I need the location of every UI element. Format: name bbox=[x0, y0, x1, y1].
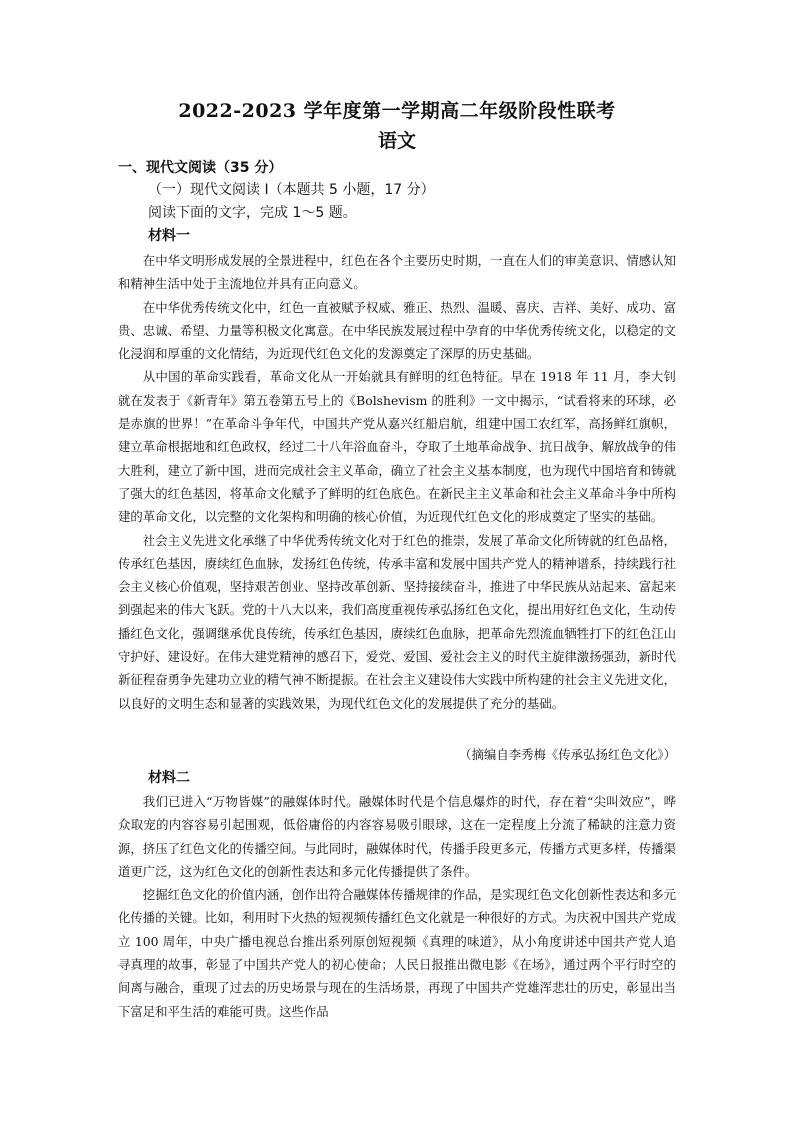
material-two-label: 材料二 bbox=[148, 770, 190, 786]
material-one-text bbox=[118, 249, 676, 715]
material-two-paragraph: 我们已进入“万物皆媒”的融媒体时代。融媒体时代是个信息爆炸的时代，存在着“尖叫效应”，哗众取宠的内容容易引起围观，低俗庸俗的内容容易吸引眼球，这在一定程度上分流了稀缺的注意力资源，挤压了红色文化的传播空间。与此同时，融媒体时代，传播手段更多元，传播方式更多样，传播渠道更广泛，这为红色文化的创新性表达和多元化传播提供了条件。 bbox=[118, 794, 676, 879]
material-one-paragraph: 在中华文明形成发展的全景进程中，红色在各个主要历史时期，一直在人们的审美意识、情感认知和精神生活中处于主流地位并具有正向意义。 bbox=[118, 253, 676, 292]
material-one-label: 材料一 bbox=[148, 228, 190, 244]
reading-instruction: 阅读下面的文字，完成 1～5 题。 bbox=[148, 205, 357, 221]
material-one-source: （摘编自李秀梅《传承弘扬红色文化》） bbox=[459, 747, 676, 762]
exam-title: 2022-2023 学年度第一学期高二年级阶段性联考 bbox=[178, 100, 616, 122]
section-subheading: （一）现代文阅读 I（本题共 5 小题，17 分） bbox=[148, 182, 435, 198]
exam-subject: 语文 bbox=[377, 130, 416, 152]
material-one-paragraph: 社会主义先进文化承继了中华优秀传统文化对于红色的推崇，发展了革命文化所铸就的红色品格，传承红色基因，赓续红色血脉，发扬红色传统，传承丰富和发展中国共产党人的精神谱系，持续践行社会主义核心价值观，坚持艰苦创业、坚持改革创新、坚持接续奋斗，推进了中华民族从站起来、富起来到强起来的伟大飞跃。党的十八大以来，我们高度重视传承弘扬红色文化，提出用好红色文化，生动传播红色文化，强调继承优良传统，传承红色基因，赓续红色血脉，把革命先烈流血牺牲打下的红色江山守护好、建设好。在伟大建党精神的感召下，爱党、爱国、爱社会主义的时代主旋律激扬强劲，新时代新征程奋勇争先建功立业的精气神不断提振。在社会主义建设伟大实践中所构建的社会主义先进文化，以良好的文明生态和显著的实践效果，为现代红色文化的发展提供了充分的基础。 bbox=[118, 532, 676, 711]
material-one-paragraph: 在中华优秀传统文化中，红色一直被赋予权威、雅正、热烈、温暖、喜庆、吉祥、美好、成功、富贵、忠诚、希望、力量等积极文化寓意。在中华民族发展过程中孕育的中华优秀传统文化，以稳定的文化浸润和厚重的文化情结，为近现代红色文化的发源奠定了深厚的历史基础。 bbox=[118, 299, 676, 362]
material-one-paragraph: 从中国的革命实践看，革命文化从一开始就具有鲜明的红色特征。早在 1918 年 11 月，李大钊就在发表于《新青年》第五卷第五号上的《Bolshevism 的胜利》一文中揭示，“试看将来的环球，必是赤旗的世界！”在革命斗争年代，中国共产党从嘉兴红船启航，组建中国工农红军，高扬鲜红旗帜，建立革命根据地和红色政权，经过二十八年浴血奋斗，夺取了土地革命战争、抗日战争、解放战争的伟大胜利，建立了新中国，进而完成社会主义革命，确立了社会主义基本制度，也为现代中国培育和铸就了强大的红色基因，将革命文化赋予了鲜明的红色底色。在新民主主义革命和社会主义革命斗争中所构建的革命文化，以完整的文化架构和明确的核心价值，为近现代红色文化的形成奠定了坚实的基础。 bbox=[118, 369, 676, 525]
section-heading: 一、现代文阅读（35 分） bbox=[118, 160, 283, 176]
material-two-paragraph: 挖掘红色文化的价值内涵，创作出符合融媒体传播规律的作品，是实现红色文化创新性表达和多元化传播的关键。比如，利用时下火热的短视频传播红色文化就是一种很好的方式。为庆祝中国共产党成立 100 周年，中央广播电视总台推出系列原创短视频《真理的味道》，从小角度讲述中国共产党人追寻真理的故事，彰显了中国共产党人的初心使命；人民日报推出微电影《在场》，通过两个平行时空的间离与融合，重现了过去的历史场景与现在的生活场景，再现了中国共产党雄浑悲壮的历史，彰显出当下富足和平生活的难能可贵。这些作品 bbox=[118, 887, 676, 1019]
material-two-text bbox=[118, 790, 676, 1023]
